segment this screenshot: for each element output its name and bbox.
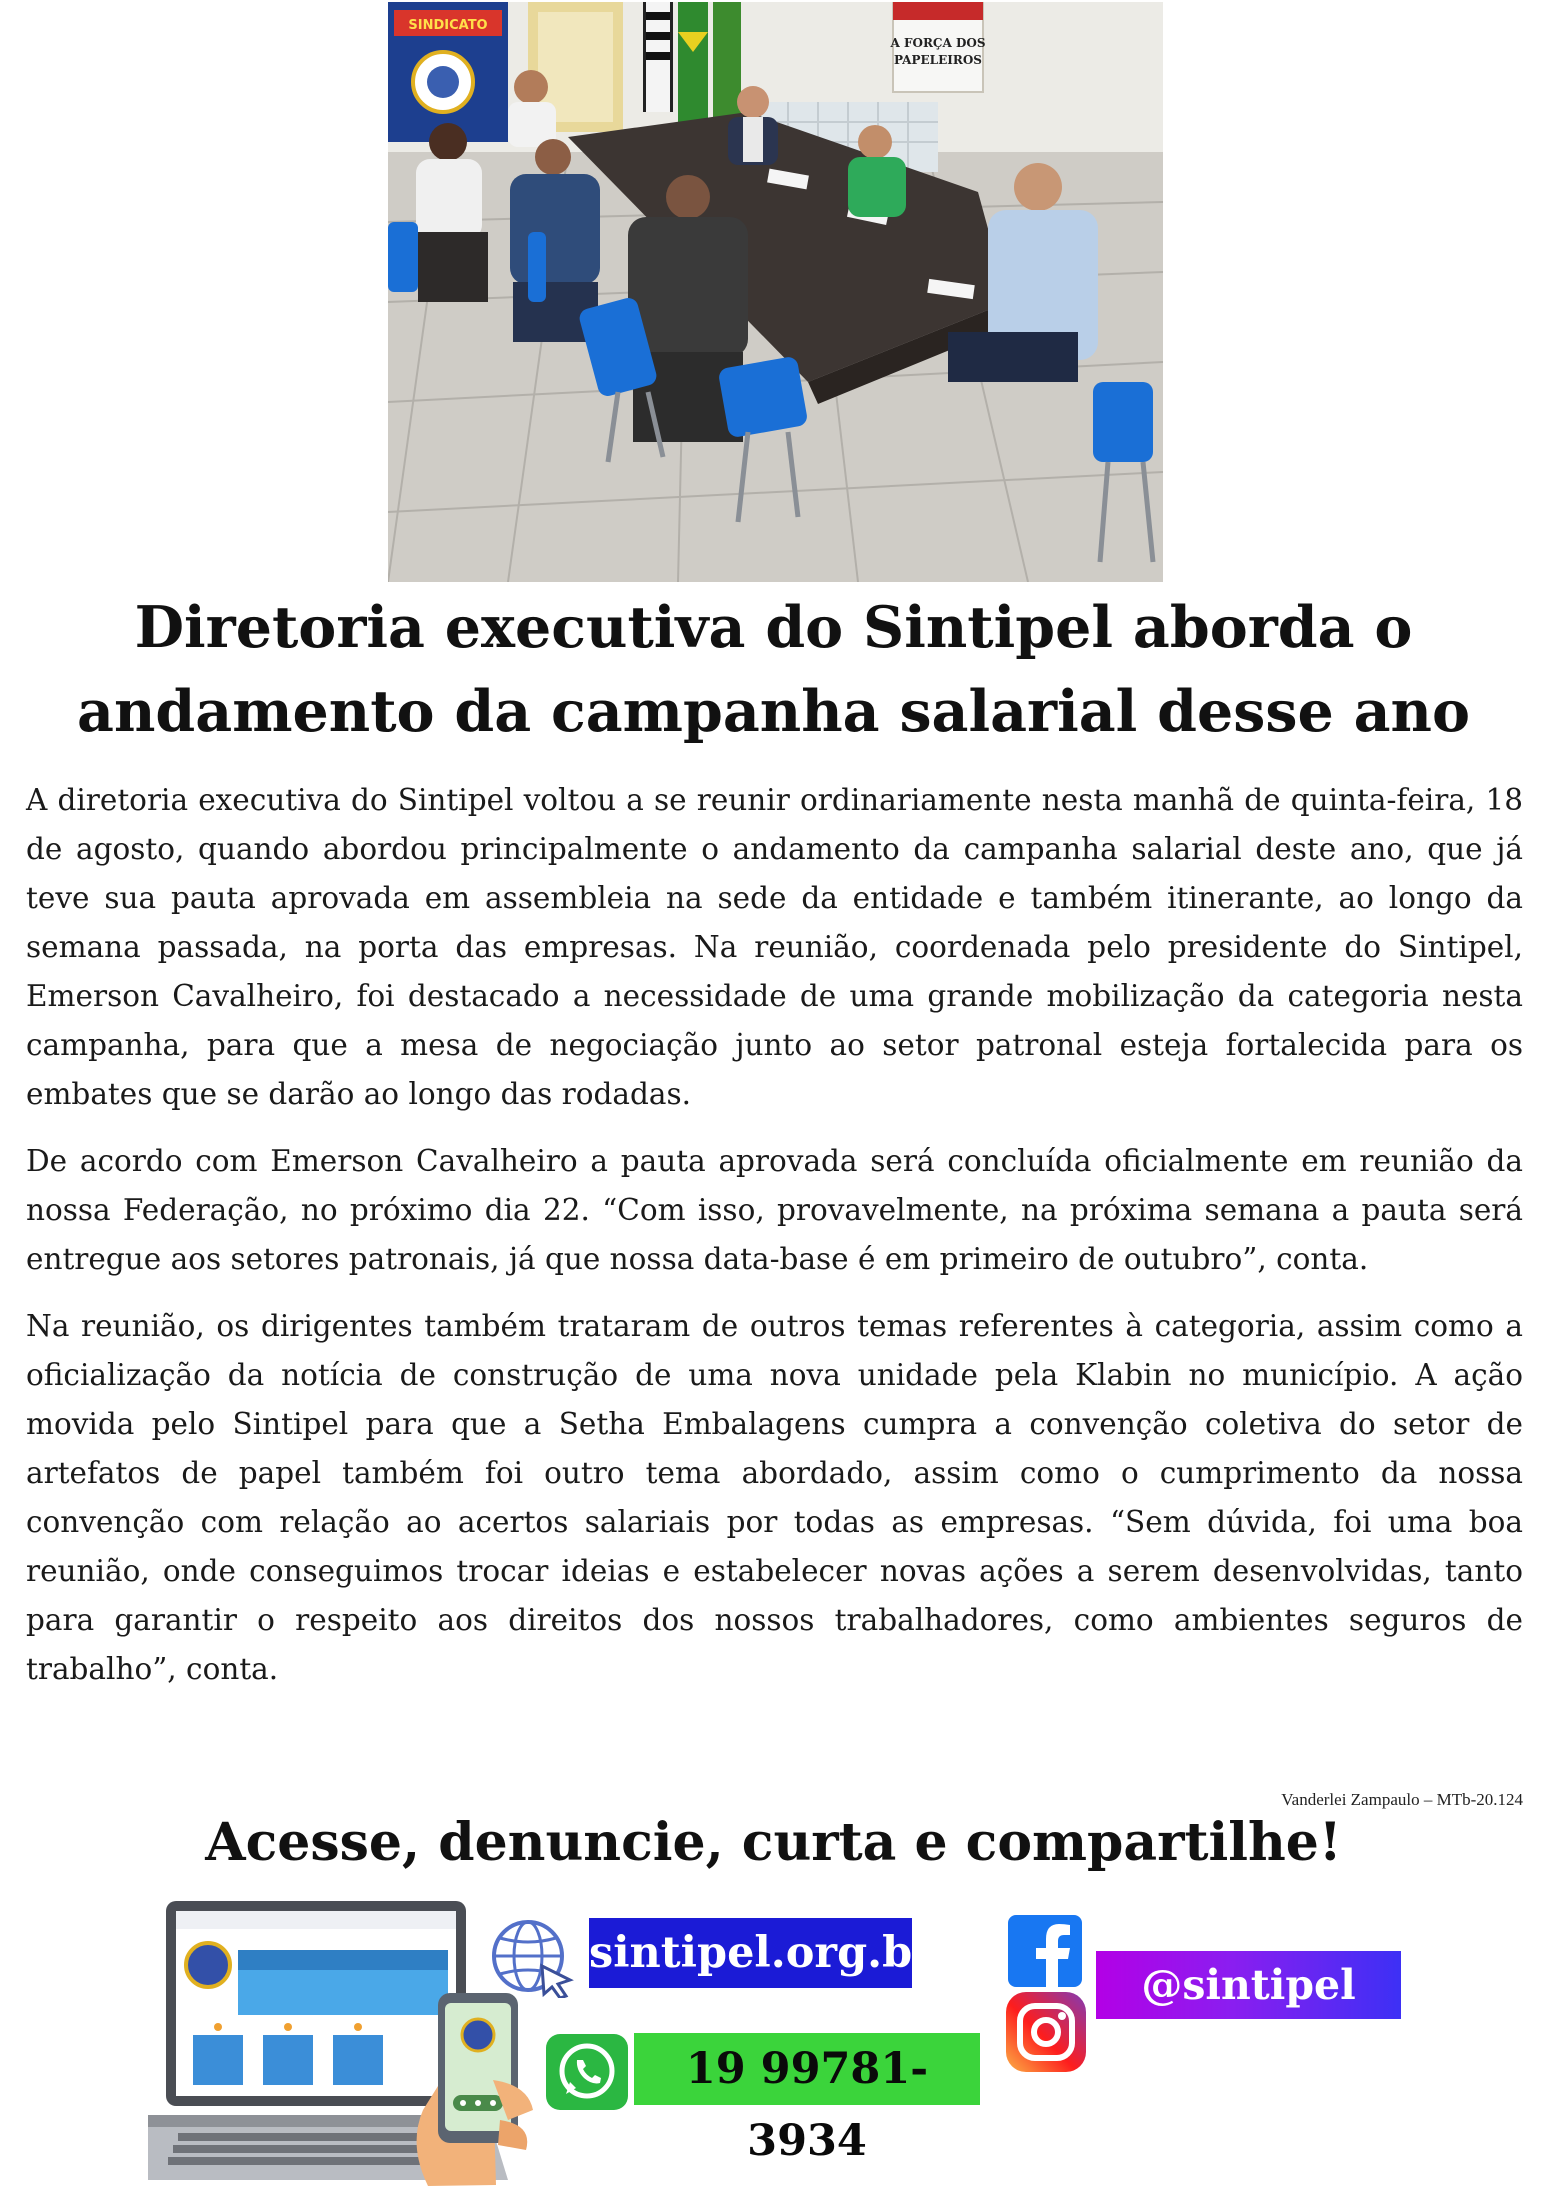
social-handle[interactable]: @sintipel	[1096, 1951, 1401, 2019]
author-credit: Vanderlei Zampaulo – MTb-20.124	[1281, 1790, 1523, 1809]
article-paragraph: A diretoria executiva do Sintipel voltou a se reunir ordinariamente nesta manhã de quinta-feira, 18 de agosto, quando abordou principalmente o andamento da campanha salarial deste ano, que já teve sua pauta aprovada em assembleia na sede da entidade e também itinerante, ao longo da semana passada, na porta das empresas. Na reunião, coordenada pelo presidente do Sintipel, Emerson Cavalheiro, foi destacado a necessidade de uma grande mobilização da categoria nesta campanha, para que a mesa de negociação junto ao setor patronal esteja fortalecida para os embates que se darão ao longo das rodadas.	[26, 783, 1523, 1111]
headline-line-1: Diretoria executiva do Sintipel aborda o	[134, 594, 1413, 661]
headline-line-2: andamento da campanha salarial desse ano	[77, 678, 1470, 745]
call-to-action: Acesse, denuncie, curta e compartilhe!	[205, 1812, 1342, 1873]
facebook-icon	[1008, 1915, 1082, 1991]
article-paragraph: De acordo com Emerson Cavalheiro a pauta aprovada será concluída oficialmente em reunião da nossa Federação, no próximo dia 22. “Com isso, provavelmente, na próxima semana a pauta será entregue aos setores patronais, já que nossa data-base é em primeiro de outubro”, conta.	[26, 1144, 1523, 1276]
photo-banner-text: SINDICATO	[408, 18, 488, 33]
svg-text:A FORÇA DOS: A FORÇA DOS	[890, 36, 986, 50]
article-paragraph: Na reunião, os dirigentes também trataram de outros temas referentes à categoria, assim como a oficialização da notícia de construção de uma nova unidade pela Klabin no município. A ação movida pelo Sintipel para que a Setha Embalagens cumpra a convenção coletiva do setor de artefatos de papel também foi outro tema abordado, assim como o cumprimento da nossa convenção com relação ao acertos salariais por todas as empresas. “Sem dúvida, foi uma boa reunião, onde conseguimos trocar ideias e estabelecer novas ações a serem desenvolvidas, tanto para garantir o respeito aos direitos dos nossos trabalhadores, como ambientes seguros de trabalho”, conta.	[26, 1309, 1523, 1686]
whatsapp-icon	[546, 2034, 628, 2114]
globe-icon	[490, 1918, 574, 2002]
article-body	[26, 776, 1523, 1712]
website-label[interactable]: sintipel.org.br	[589, 1918, 912, 1988]
svg-text:PAPELEIROS: PAPELEIROS	[894, 53, 982, 67]
instagram-icon	[1006, 1992, 1086, 2076]
whatsapp-number[interactable]: 19 99781-3934	[634, 2033, 980, 2105]
article-headline	[40, 586, 1507, 754]
meeting-photo	[388, 2, 1163, 582]
